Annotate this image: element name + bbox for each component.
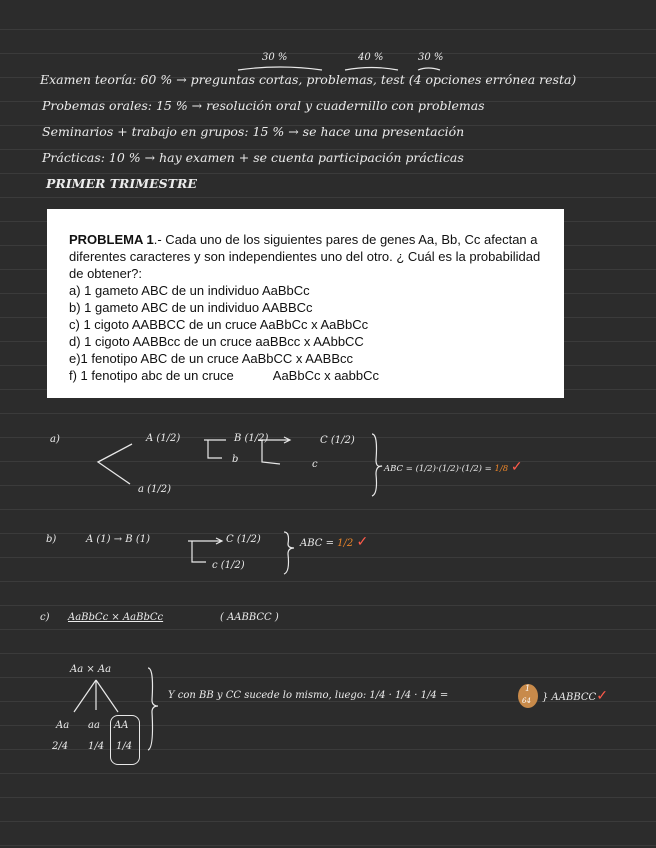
solution-c-child-aa: aa bbox=[88, 720, 100, 731]
solution-a-C: C (1/2) bbox=[320, 435, 355, 446]
solution-c-answer-den: 64 bbox=[522, 697, 531, 705]
solution-c-prob-aa: 1/4 bbox=[88, 741, 105, 752]
solution-c-prob-AA: 1/4 bbox=[116, 741, 133, 752]
section-heading-trimestre: PRIMER TRIMESTRE bbox=[46, 176, 197, 191]
problem-item-f: f) 1 fenotipo abc de un cruce AaBbCc x aabbCc bbox=[69, 368, 380, 383]
solution-c-parent: Aa × Aa bbox=[70, 664, 112, 675]
note-line-seminarios: Seminarios + trabajo en grupos: 15 % → se hace una presentación bbox=[42, 124, 465, 139]
solution-a-a: a (1/2) bbox=[138, 484, 172, 495]
solution-a-answer: 1/8 bbox=[494, 464, 509, 474]
check-icon: ✓ bbox=[356, 534, 369, 550]
problem-item-d: d) 1 cigoto AABBcc de un cruce aaBBcc x AAbbCC bbox=[69, 334, 364, 349]
highlight-AA-circle bbox=[110, 715, 140, 765]
problem-item-e: e)1 fenotipo ABC de un cruce AaBbCC x AABBcc bbox=[69, 351, 353, 366]
solution-c-label: c) bbox=[40, 612, 50, 623]
problem-item-b: b) 1 gameto ABC de un individuo AABBCc bbox=[69, 300, 313, 315]
solution-a-B: B (1/2) bbox=[234, 433, 269, 444]
solution-c-prob-Aa: 2/4 bbox=[52, 741, 69, 752]
solution-c-text: Y con BB y CC sucede lo mismo, luego: 1/4 · 1/4 · 1/4 = bbox=[168, 690, 449, 701]
solution-c-target: ( AABBCC ) bbox=[220, 612, 279, 623]
note-line-teoria: Examen teoría: 60 % → preguntas cortas, problemas, test (4 opciones errónea resta) bbox=[40, 72, 577, 87]
solution-c-cross: AaBbCc × AaBbCc bbox=[68, 612, 164, 623]
problem-intro-text: .- Cada uno de los siguientes pares de genes Aa, Bb, Cc afectan a diferentes caracteres y son independientes uno del otro. ¿ Cuál es la probabilidad de obtener?: bbox=[69, 232, 541, 281]
solution-a-c: c bbox=[312, 459, 318, 470]
solution-b-chain: A (1) → B (1) bbox=[86, 534, 150, 545]
pct-test: 30 % bbox=[418, 52, 444, 63]
solution-c-final: } AABBCC✓ bbox=[542, 688, 608, 704]
solution-b-c: c (1/2) bbox=[212, 560, 245, 571]
problem-title: PROBLEMA 1 bbox=[69, 232, 154, 247]
solution-a-label: a) bbox=[50, 434, 60, 445]
solution-a-A: A (1/2) bbox=[146, 433, 181, 444]
check-icon: ✓ bbox=[596, 688, 608, 704]
solution-c-final-text: AABBCC bbox=[551, 692, 597, 703]
solution-b-C: C (1/2) bbox=[226, 534, 261, 545]
solution-b-answer: 1/2 bbox=[337, 538, 354, 549]
solution-c-child-AA: AA bbox=[114, 720, 129, 731]
solution-c-answer-num: 1 bbox=[525, 684, 531, 693]
pct-problemas: 40 % bbox=[358, 52, 384, 63]
check-icon: ✓ bbox=[510, 459, 523, 475]
solution-a-b: b bbox=[232, 454, 239, 465]
note-line-practicas: Prácticas: 10 % → hay examen + se cuenta participación prácticas bbox=[42, 150, 464, 165]
problem-item-a: a) 1 gameto ABC de un individuo AaBbCc bbox=[69, 283, 310, 298]
solution-b-result-text: ABC = bbox=[300, 538, 338, 549]
solution-b-label: b) bbox=[46, 534, 57, 545]
solution-c-child-Aa: Aa bbox=[56, 720, 70, 731]
pct-preguntas: 30 % bbox=[262, 52, 288, 63]
solution-a-result-text: ABC = (1/2)·(1/2)·(1/2) = bbox=[384, 464, 495, 474]
note-line-problemas: Probemas orales: 15 % → resolución oral y cuadernillo con problemas bbox=[42, 98, 485, 113]
problem-item-c: c) 1 cigoto AABBCC de un cruce AaBbCc x AaBbCc bbox=[69, 317, 369, 332]
